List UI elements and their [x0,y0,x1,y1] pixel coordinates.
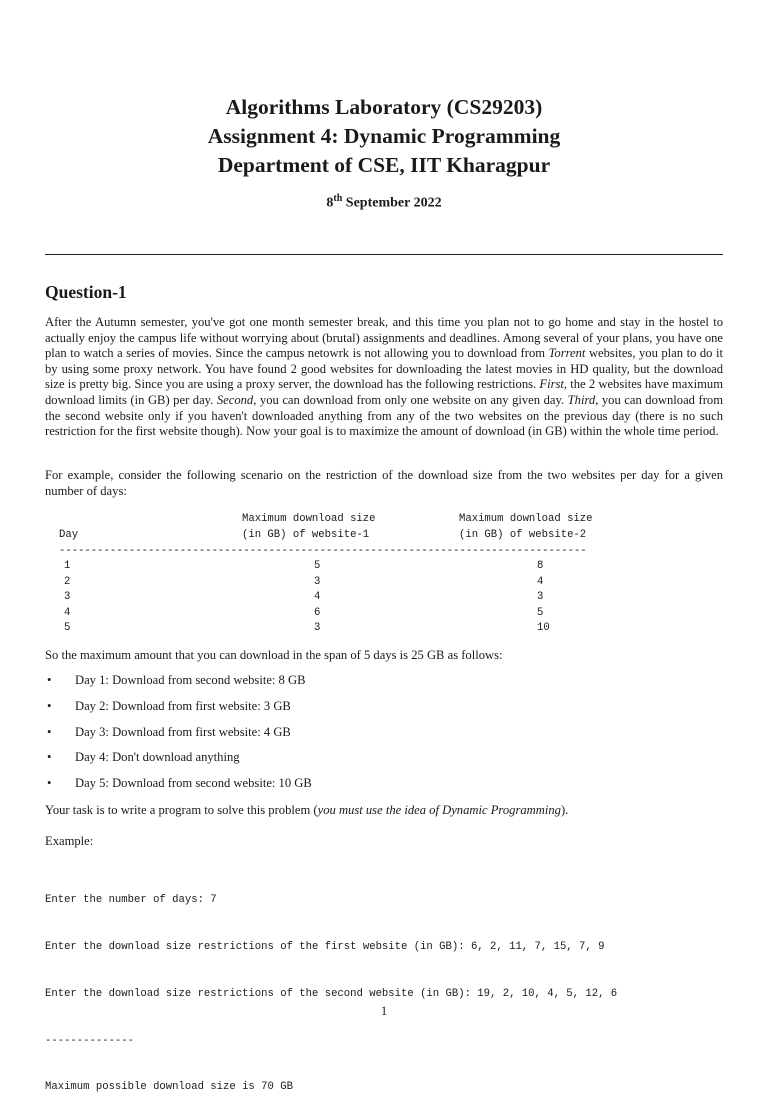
example-code-block [45,862,617,1112]
desc-text-e: , you can download from the second website only if you haven't downloaded anything from any of the two websites on the previous day (there is no such restriction for the first website though). Now your goal is to maximize the amount of download (in GB) within the whole time period. [45,392,723,439]
desc-second: Second [216,392,254,407]
department-title: Department of CSE, IIT Kharagpur [217,153,551,177]
desc-first: First [539,377,564,392]
bullet-icon: • [47,673,52,687]
table-cell-website2: 4 [537,576,544,588]
table-cell-day: 1 [64,560,71,572]
bullet-icon: • [47,750,52,765]
list-item [47,750,312,776]
task-statement [45,803,723,819]
list-item-text: Day 5: Download from second website: 10 GB [75,776,312,791]
bullet-icon: • [47,724,52,739]
code-line: Enter the number of days: 7 [45,894,217,907]
list-item-text: Day 2: Download from first website: 3 GB [75,698,291,713]
date-suffix: th [333,193,343,204]
code-line: Enter the download size restrictions of the second website (in GB): 19, 2, 10, 4, 5, 12, 6 [45,987,618,1000]
date-month-year: September 2022 [342,195,442,211]
table-cell-website2: 5 [537,607,544,619]
col-website1-header-line2: (in GB) of website-1 [242,529,370,541]
table-cell-day: 2 [64,576,71,588]
question-heading: Question-1 [45,282,127,302]
table-cell-website2: 8 [537,560,544,572]
list-item [47,725,312,751]
desc-torrent: Torrent [548,346,586,361]
col-website1-header-line1: Maximum download size [242,513,376,525]
table-cell-website2: 10 [537,622,550,634]
course-title: Algorithms Laboratory (CS29203) [225,95,543,119]
bullet-icon: • [47,698,52,713]
col-website2-header-line2: (in GB) of website-2 [459,529,587,541]
problem-description [45,315,723,440]
list-item [47,699,312,725]
table-cell-day: 4 [64,607,71,619]
task-emphasis: you must use the idea of Dynamic Programming [317,803,561,817]
horizontal-rule [45,254,723,255]
table-separator: ----------------------------------------------------------------------------------- [59,545,587,557]
table-cell-website1: 3 [314,622,321,634]
list-item-text: Day 3: Download from first website: 4 GB [75,724,291,739]
desc-text-b: websites, you plan to do it by using some proxy network. You have found 2 good websites for downloading the latest movies in HD quality, but the download size is pretty big. Since you are using a proxy server, the download has the following restrictions. [45,346,723,392]
date-day: 8 [326,195,334,211]
desc-text-c: , the 2 websites have maximum download limits (in GB) per day. [45,377,723,407]
result-summary: So the maximum amount that you can download in the span of 5 days is 25 GB as follows: [45,648,503,662]
table-cell-day: 5 [64,622,71,634]
table-cell-day: 3 [64,591,71,603]
list-item-text: Day 4: Don't download anything [75,750,240,765]
list-item [47,673,312,699]
code-line: -------------- [45,1034,135,1047]
example-label: Example: [45,834,94,848]
solution-steps-list [47,673,312,802]
code-line: Maximum possible download size is 70 GB [45,1081,293,1094]
document-date [0,193,768,212]
col-website2-header-line1: Maximum download size [459,513,593,525]
table-cell-website1: 6 [314,607,321,619]
bullet-icon: • [47,776,52,791]
task-text-b: ). [560,803,569,817]
table-cell-website1: 5 [314,560,321,572]
desc-third: Third [567,392,596,407]
table-cell-website1: 4 [314,591,321,603]
document-title [0,93,768,180]
col-day-header: Day [59,529,79,541]
list-item [47,776,312,802]
desc-text-a: After the Autumn semester, you've got one month semester break, and this time you plan not to go home and stay in the hostel to actually enjoy the campus life without worrying about (brutal) assignments and deadlines. Among several of your plans, you have one plan to watch a series of movies. Since the campus netowrk is not allowing you to download from [45,315,723,361]
page-number: 1 [380,1004,388,1018]
assignment-title: Assignment 4: Dynamic Programming [207,124,561,148]
example-intro: For example, consider the following scenario on the restriction of the download size from the two websites per day for a given number of days: [45,468,723,498]
table-cell-website1: 3 [314,576,321,588]
desc-text-d: , you can download from only one website on any given day. [253,392,568,407]
task-text-a: Your task is to write a program to solve this problem ( [45,803,318,817]
list-item-text: Day 1: Download from second website: 8 GB [75,673,306,687]
table-cell-website2: 3 [537,591,544,603]
code-line: Enter the download size restrictions of the first website (in GB): 6, 2, 11, 7, 15, 7, 9 [45,940,605,953]
